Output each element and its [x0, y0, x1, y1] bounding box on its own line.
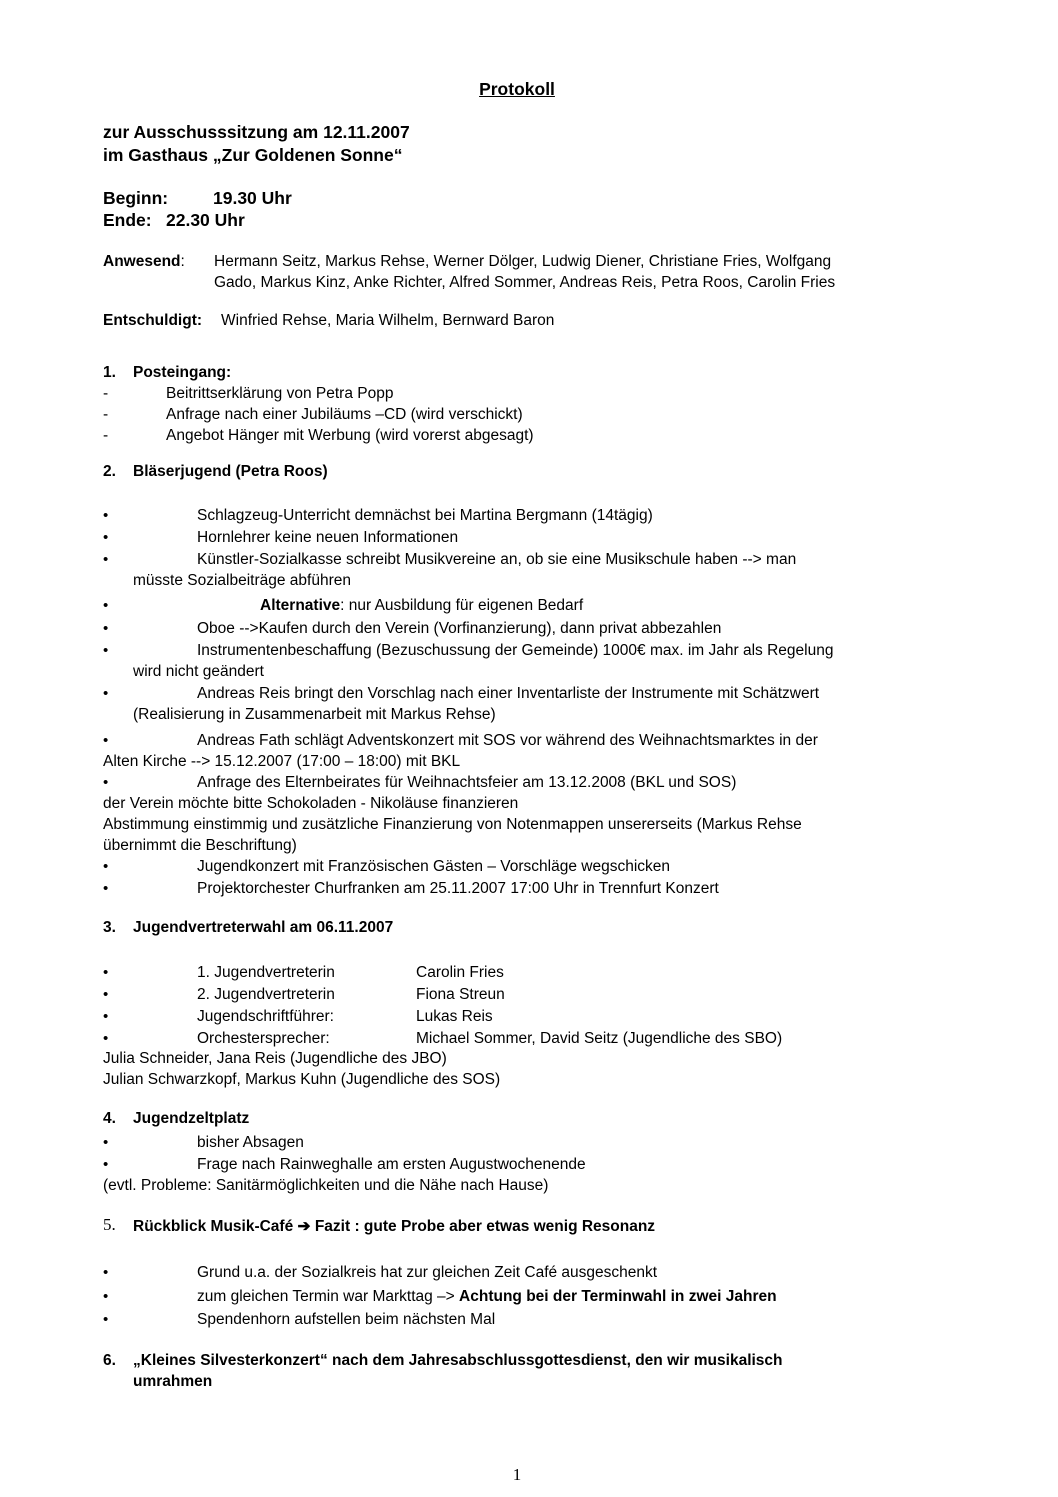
bullet-marker: • [103, 529, 109, 546]
person-name: Lukas Reis [416, 1008, 493, 1025]
list-item-text: Instrumentenbeschaffung (Bezuschussung der Gemeinde) 1000€ max. im Jahr als Regelung [197, 642, 834, 659]
list-item-text: Jugendkonzert mit Französischen Gästen – Vorschläge wegschicken [197, 858, 670, 875]
bullet-marker: • [103, 551, 109, 568]
list-item-text: Anfrage des Elternbeirates für Weihnachtsfeier am 13.12.2008 (BKL und SOS) [197, 774, 737, 791]
anwesend-line1: Hermann Seitz, Markus Rehse, Werner Dölger, Ludwig Diener, Christiane Fries, Wolfgang [214, 253, 832, 270]
section3-heading: Jugendvertreterwahl am 06.11.2007 [133, 919, 394, 936]
section5-heading-main: Rückblick Musik-Café [133, 1218, 294, 1235]
person-name: Michael Sommer, David Seitz (Jugendliche des SBO) [416, 1030, 783, 1047]
dash-marker: - [103, 406, 109, 423]
bullet-marker: • [103, 774, 109, 791]
bullet-marker: • [103, 1264, 109, 1281]
person-name: Fiona Streun [416, 986, 505, 1003]
bullet-marker: • [103, 597, 109, 614]
beginn-value: 19.30 Uhr [213, 188, 292, 208]
list-item-text: bisher Absagen [197, 1134, 304, 1151]
alternative-label: Alternative [260, 597, 341, 614]
list-item-text: Hornlehrer keine neuen Informationen [197, 529, 459, 546]
anwesend-line2: Gado, Markus Kinz, Anke Richter, Alfred Sommer, Andreas Reis, Petra Roos, Carolin Fries [214, 274, 836, 291]
role-label: Orchestersprecher: [197, 1030, 330, 1047]
section5-heading-rest: Fazit : gute Probe aber etwas wenig Resonanz [314, 1218, 656, 1235]
role-label: 1. Jugendvertreterin [197, 964, 335, 981]
entschuldigt-value: Winfried Rehse, Maria Wilhelm, Bernward Baron [221, 312, 555, 329]
section2-heading: Bläserjugend (Petra Roos) [133, 463, 328, 480]
bullet-marker: • [103, 880, 109, 897]
section5-heading [133, 1217, 655, 1236]
list-item-emphasis: Achtung bei der Terminwahl in zwei Jahren [459, 1288, 777, 1305]
bullet-marker: • [103, 1008, 109, 1025]
section6-heading-line2: umrahmen [133, 1373, 213, 1390]
paragraph-line: (evtl. Probleme: Sanitärmöglichkeiten und die Nähe nach Hause) [103, 1177, 549, 1194]
section1-number: 1. [103, 364, 116, 381]
list-item-text: Anfrage nach einer Jubiläums –CD (wird verschickt) [166, 406, 523, 423]
list-item-text: Grund u.a. der Sozialkreis hat zur gleichen Zeit Café ausgeschenkt [197, 1264, 658, 1281]
section5-number: 5. [103, 1215, 116, 1234]
bullet-marker: • [103, 1288, 109, 1305]
bullet-marker: • [103, 1030, 109, 1047]
section4-heading: Jugendzeltplatz [133, 1110, 250, 1127]
arrow-icon: ➔ [297, 1218, 311, 1235]
section6-heading-line1: „Kleines Silvesterkonzert“ nach dem Jahresabschlussgottesdienst, den wir musikalisch [133, 1352, 783, 1369]
person-name: Carolin Fries [416, 964, 504, 981]
paragraph-line: übernimmt die Beschriftung) [103, 837, 297, 854]
list-item-text: zum gleichen Termin war Markttag –> [197, 1288, 460, 1305]
role-label: 2. Jugendvertreterin [197, 986, 335, 1003]
anwesend-label: Anwesend [103, 253, 181, 270]
anwesend-label-row [103, 253, 185, 271]
bullet-marker: • [103, 964, 109, 981]
section3-number: 3. [103, 919, 116, 936]
bullet-marker: • [103, 1311, 109, 1328]
bullet-marker: • [103, 732, 109, 749]
meeting-subtitle-line1: zur Ausschusssitzung am 12.11.2007 [103, 122, 410, 142]
document-title: Protokoll [479, 79, 555, 99]
bullet-marker: • [103, 1134, 109, 1151]
list-item-text: Oboe -->Kaufen durch den Verein (Vorfinanzierung), dann privat abbezahlen [197, 620, 722, 637]
bullet-marker: • [103, 620, 109, 637]
beginn-label: Beginn: [103, 188, 169, 208]
paragraph-line: Julia Schneider, Jana Reis (Jugendliche des JBO) [103, 1050, 447, 1067]
paragraph-line: Julian Schwarzkopf, Markus Kuhn (Jugendliche des SOS) [103, 1071, 501, 1088]
role-label: Jugendschriftführer: [197, 1008, 334, 1025]
list-item-continuation: müsste Sozialbeiträge abführen [133, 572, 351, 589]
entschuldigt-label: Entschuldigt: [103, 312, 203, 329]
list-item-continuation: Alten Kirche --> 15.12.2007 (17:00 – 18:00) mit BKL [103, 753, 461, 770]
bullet-marker: • [103, 858, 109, 875]
section6-number: 6. [103, 1352, 116, 1369]
list-item-text: Andreas Reis bringt den Vorschlag nach einer Inventarliste der Instrumente mit Schätzwert [197, 685, 820, 702]
paragraph-line: der Verein möchte bitte Schokoladen - Nikoläuse finanzieren [103, 795, 519, 812]
list-item-text: Spendenhorn aufstellen beim nächsten Mal [197, 1311, 496, 1328]
list-item-text: Schlagzeug-Unterricht demnächst bei Martina Bergmann (14tägig) [197, 507, 653, 524]
anwesend-colon: : [180, 253, 185, 270]
bullet-marker: • [103, 685, 109, 702]
bullet-marker: • [103, 1156, 109, 1173]
list-item-text: : nur Ausbildung für eigenen Bedarf [340, 597, 584, 614]
bullet-marker: • [103, 507, 109, 524]
meeting-subtitle-line2: im Gasthaus „Zur Goldenen Sonne“ [103, 145, 403, 165]
section1-heading: Posteingang: [133, 364, 232, 381]
bullet-marker: • [103, 642, 109, 659]
ende-label: Ende: [103, 210, 152, 230]
list-item-continuation: wird nicht geändert [133, 663, 264, 680]
bullet-marker: • [103, 986, 109, 1003]
section4-number: 4. [103, 1110, 116, 1127]
section2-number: 2. [103, 463, 116, 480]
list-item-text: Andreas Fath schlägt Adventskonzert mit SOS vor während des Weihnachtsmarktes in der [197, 732, 818, 749]
dash-marker: - [103, 427, 109, 444]
paragraph-line: Abstimmung einstimmig und zusätzliche Finanzierung von Notenmappen unsererseits (Markus Rehse [103, 816, 802, 833]
list-item-text: Beitrittserklärung von Petra Popp [166, 385, 394, 402]
list-item-text: Künstler-Sozialkasse schreibt Musikvereine an, ob sie eine Musikschule haben --> man [197, 551, 797, 568]
list-item-continuation: (Realisierung in Zusammenarbeit mit Markus Rehse) [133, 706, 496, 723]
ende-value: 22.30 Uhr [166, 210, 245, 230]
list-item-text: Frage nach Rainweghalle am ersten Augustwochenende [197, 1156, 586, 1173]
list-item-text: Projektorchester Churfranken am 25.11.2007 17:00 Uhr in Trennfurt Konzert [197, 880, 719, 897]
dash-marker: - [103, 385, 109, 402]
list-item-text: Angebot Hänger mit Werbung (wird vorerst abgesagt) [166, 427, 534, 444]
page-number: 1 [512, 1465, 522, 1484]
